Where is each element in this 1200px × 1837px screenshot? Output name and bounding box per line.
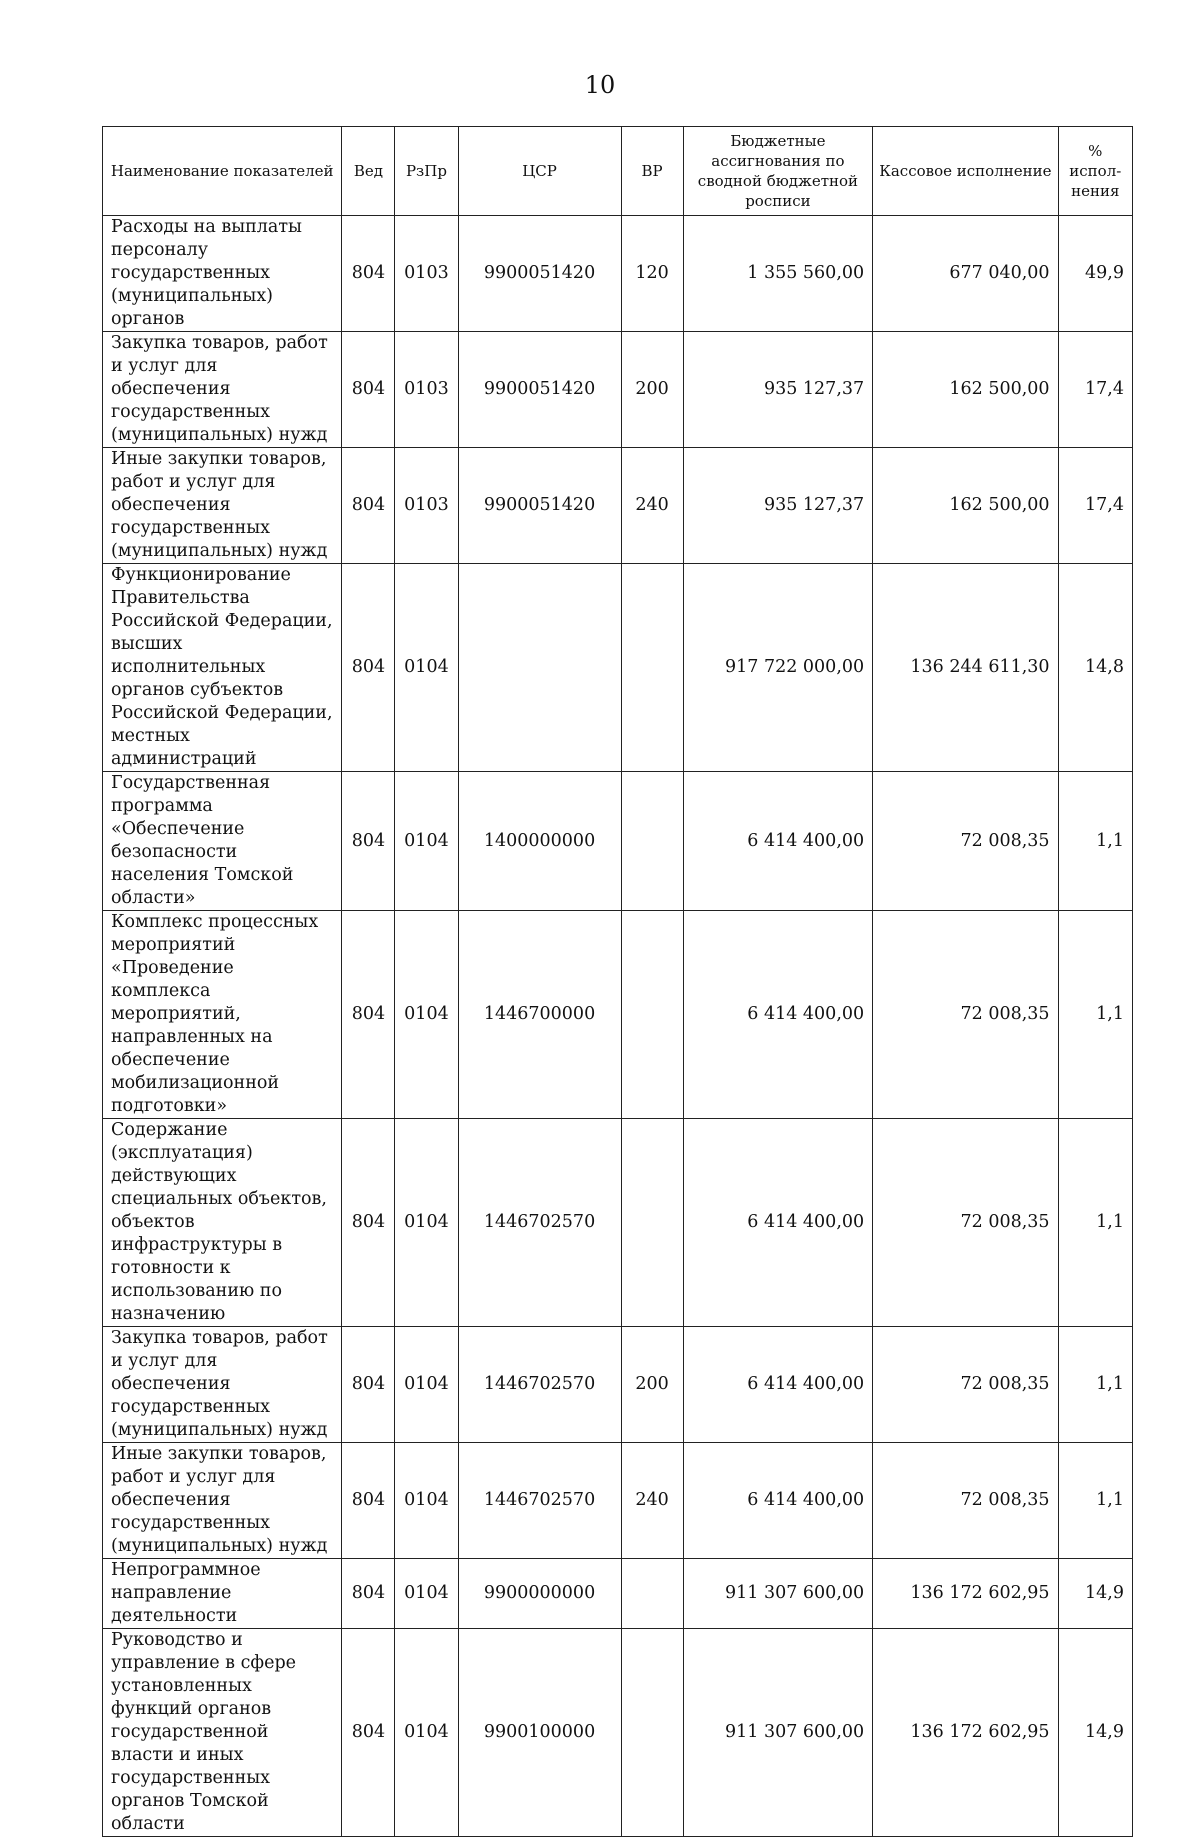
header-assignments: Бюджетные ассигнования по сводной бюджетной росписи (683, 127, 872, 216)
row-percent: 14,9 (1058, 1629, 1132, 1837)
row-assignments: 6 414 400,00 (683, 911, 872, 1119)
row-percent: 49,9 (1058, 216, 1132, 332)
row-vr (621, 1119, 683, 1327)
row-rzpr: 0103 (395, 216, 458, 332)
row-percent: 17,4 (1058, 332, 1132, 448)
header-name: Наименование показателей (103, 127, 342, 216)
row-assignments: 911 307 600,00 (683, 1629, 872, 1837)
row-name: Функционирование Правительства Российской Федерации, высших исполнительных органов субъектов Российской Федерации, местных администраций (103, 564, 342, 772)
row-ved: 804 (342, 772, 395, 911)
row-rzpr: 0103 (395, 448, 458, 564)
table-row (103, 772, 1133, 911)
row-csr: 1446700000 (458, 911, 621, 1119)
row-assignments: 935 127,37 (683, 332, 872, 448)
row-percent: 17,4 (1058, 448, 1132, 564)
row-csr: 1446702570 (458, 1443, 621, 1559)
row-rzpr: 0104 (395, 1559, 458, 1629)
table-row (103, 448, 1133, 564)
header-csr: ЦСР (458, 127, 621, 216)
row-ved: 804 (342, 911, 395, 1119)
row-vr: 240 (621, 1443, 683, 1559)
row-cash-execution: 72 008,35 (873, 911, 1058, 1119)
row-assignments: 6 414 400,00 (683, 772, 872, 911)
row-name: Расходы на выплаты персоналу государственных (муниципальных) органов (103, 216, 342, 332)
row-name: Руководство и управление в сфере установленных функций органов государственной власти и иных государственных органов Томской области (103, 1629, 342, 1837)
row-csr: 1400000000 (458, 772, 621, 911)
row-ved: 804 (342, 1629, 395, 1837)
table-row (103, 216, 1133, 332)
row-ved: 804 (342, 1327, 395, 1443)
header-row (103, 127, 1133, 216)
header-cash-execution: Кассовое исполнение (873, 127, 1058, 216)
row-ved: 804 (342, 1559, 395, 1629)
row-vr (621, 564, 683, 772)
row-rzpr: 0104 (395, 1119, 458, 1327)
row-cash-execution: 72 008,35 (873, 1327, 1058, 1443)
row-assignments: 935 127,37 (683, 448, 872, 564)
row-percent: 1,1 (1058, 911, 1132, 1119)
row-percent: 1,1 (1058, 772, 1132, 911)
row-cash-execution: 162 500,00 (873, 448, 1058, 564)
row-cash-execution: 136 172 602,95 (873, 1559, 1058, 1629)
row-csr: 1446702570 (458, 1327, 621, 1443)
table-row (103, 564, 1133, 772)
row-ved: 804 (342, 448, 395, 564)
row-vr: 120 (621, 216, 683, 332)
row-vr: 240 (621, 448, 683, 564)
row-ved: 804 (342, 216, 395, 332)
row-assignments: 6 414 400,00 (683, 1443, 872, 1559)
row-rzpr: 0104 (395, 1629, 458, 1837)
row-assignments: 6 414 400,00 (683, 1327, 872, 1443)
row-vr: 200 (621, 1327, 683, 1443)
table-row (103, 1559, 1133, 1629)
row-csr: 9900051420 (458, 216, 621, 332)
row-csr (458, 564, 621, 772)
row-name: Содержание (эксплуатация) действующих специальных объектов, объектов инфраструктуры в готовности к использованию по назначению (103, 1119, 342, 1327)
row-vr (621, 1629, 683, 1837)
row-name: Закупка товаров, работ и услуг для обеспечения государственных (муниципальных) нужд (103, 1327, 342, 1443)
row-percent: 1,1 (1058, 1327, 1132, 1443)
row-vr: 200 (621, 332, 683, 448)
row-csr: 9900000000 (458, 1559, 621, 1629)
row-name: Государственная программа «Обеспечение безопасности населения Томской области» (103, 772, 342, 911)
row-cash-execution: 72 008,35 (873, 772, 1058, 911)
table-row (103, 1629, 1133, 1837)
header-percent: % испол-нения (1058, 127, 1132, 216)
row-assignments: 917 722 000,00 (683, 564, 872, 772)
row-vr (621, 772, 683, 911)
row-assignments: 911 307 600,00 (683, 1559, 872, 1629)
table-row (103, 1119, 1133, 1327)
row-name: Иные закупки товаров, работ и услуг для обеспечения государственных (муниципальных) нужд (103, 1443, 342, 1559)
row-assignments: 6 414 400,00 (683, 1119, 872, 1327)
table-row (103, 332, 1133, 448)
row-csr: 9900051420 (458, 332, 621, 448)
row-cash-execution: 136 244 611,30 (873, 564, 1058, 772)
budget-table (102, 126, 1133, 1837)
page-number: 10 (584, 71, 616, 99)
row-cash-execution: 136 172 602,95 (873, 1629, 1058, 1837)
row-ved: 804 (342, 1119, 395, 1327)
row-csr: 9900100000 (458, 1629, 621, 1837)
row-cash-execution: 72 008,35 (873, 1443, 1058, 1559)
row-vr (621, 1559, 683, 1629)
row-cash-execution: 72 008,35 (873, 1119, 1058, 1327)
row-name: Комплекс процессных мероприятий «Проведение комплекса мероприятий, направленных на обеспечение мобилизационной подготовки» (103, 911, 342, 1119)
row-percent: 1,1 (1058, 1443, 1132, 1559)
row-percent: 14,9 (1058, 1559, 1132, 1629)
row-name: Иные закупки товаров, работ и услуг для обеспечения государственных (муниципальных) нужд (103, 448, 342, 564)
header-ved: Вед (342, 127, 395, 216)
row-name: Закупка товаров, работ и услуг для обеспечения государственных (муниципальных) нужд (103, 332, 342, 448)
row-cash-execution: 162 500,00 (873, 332, 1058, 448)
table-row (103, 1327, 1133, 1443)
row-assignments: 1 355 560,00 (683, 216, 872, 332)
table-row (103, 1443, 1133, 1559)
row-rzpr: 0104 (395, 564, 458, 772)
row-csr: 1446702570 (458, 1119, 621, 1327)
row-percent: 1,1 (1058, 1119, 1132, 1327)
row-rzpr: 0104 (395, 1327, 458, 1443)
row-cash-execution: 677 040,00 (873, 216, 1058, 332)
row-rzpr: 0103 (395, 332, 458, 448)
row-percent: 14,8 (1058, 564, 1132, 772)
row-rzpr: 0104 (395, 772, 458, 911)
row-name: Непрограммное направление деятельности (103, 1559, 342, 1629)
header-vr: ВР (621, 127, 683, 216)
row-ved: 804 (342, 564, 395, 772)
row-rzpr: 0104 (395, 1443, 458, 1559)
row-ved: 804 (342, 1443, 395, 1559)
row-vr (621, 911, 683, 1119)
table-row (103, 911, 1133, 1119)
row-csr: 9900051420 (458, 448, 621, 564)
row-ved: 804 (342, 332, 395, 448)
header-rzpr: РзПр (395, 127, 458, 216)
row-rzpr: 0104 (395, 911, 458, 1119)
